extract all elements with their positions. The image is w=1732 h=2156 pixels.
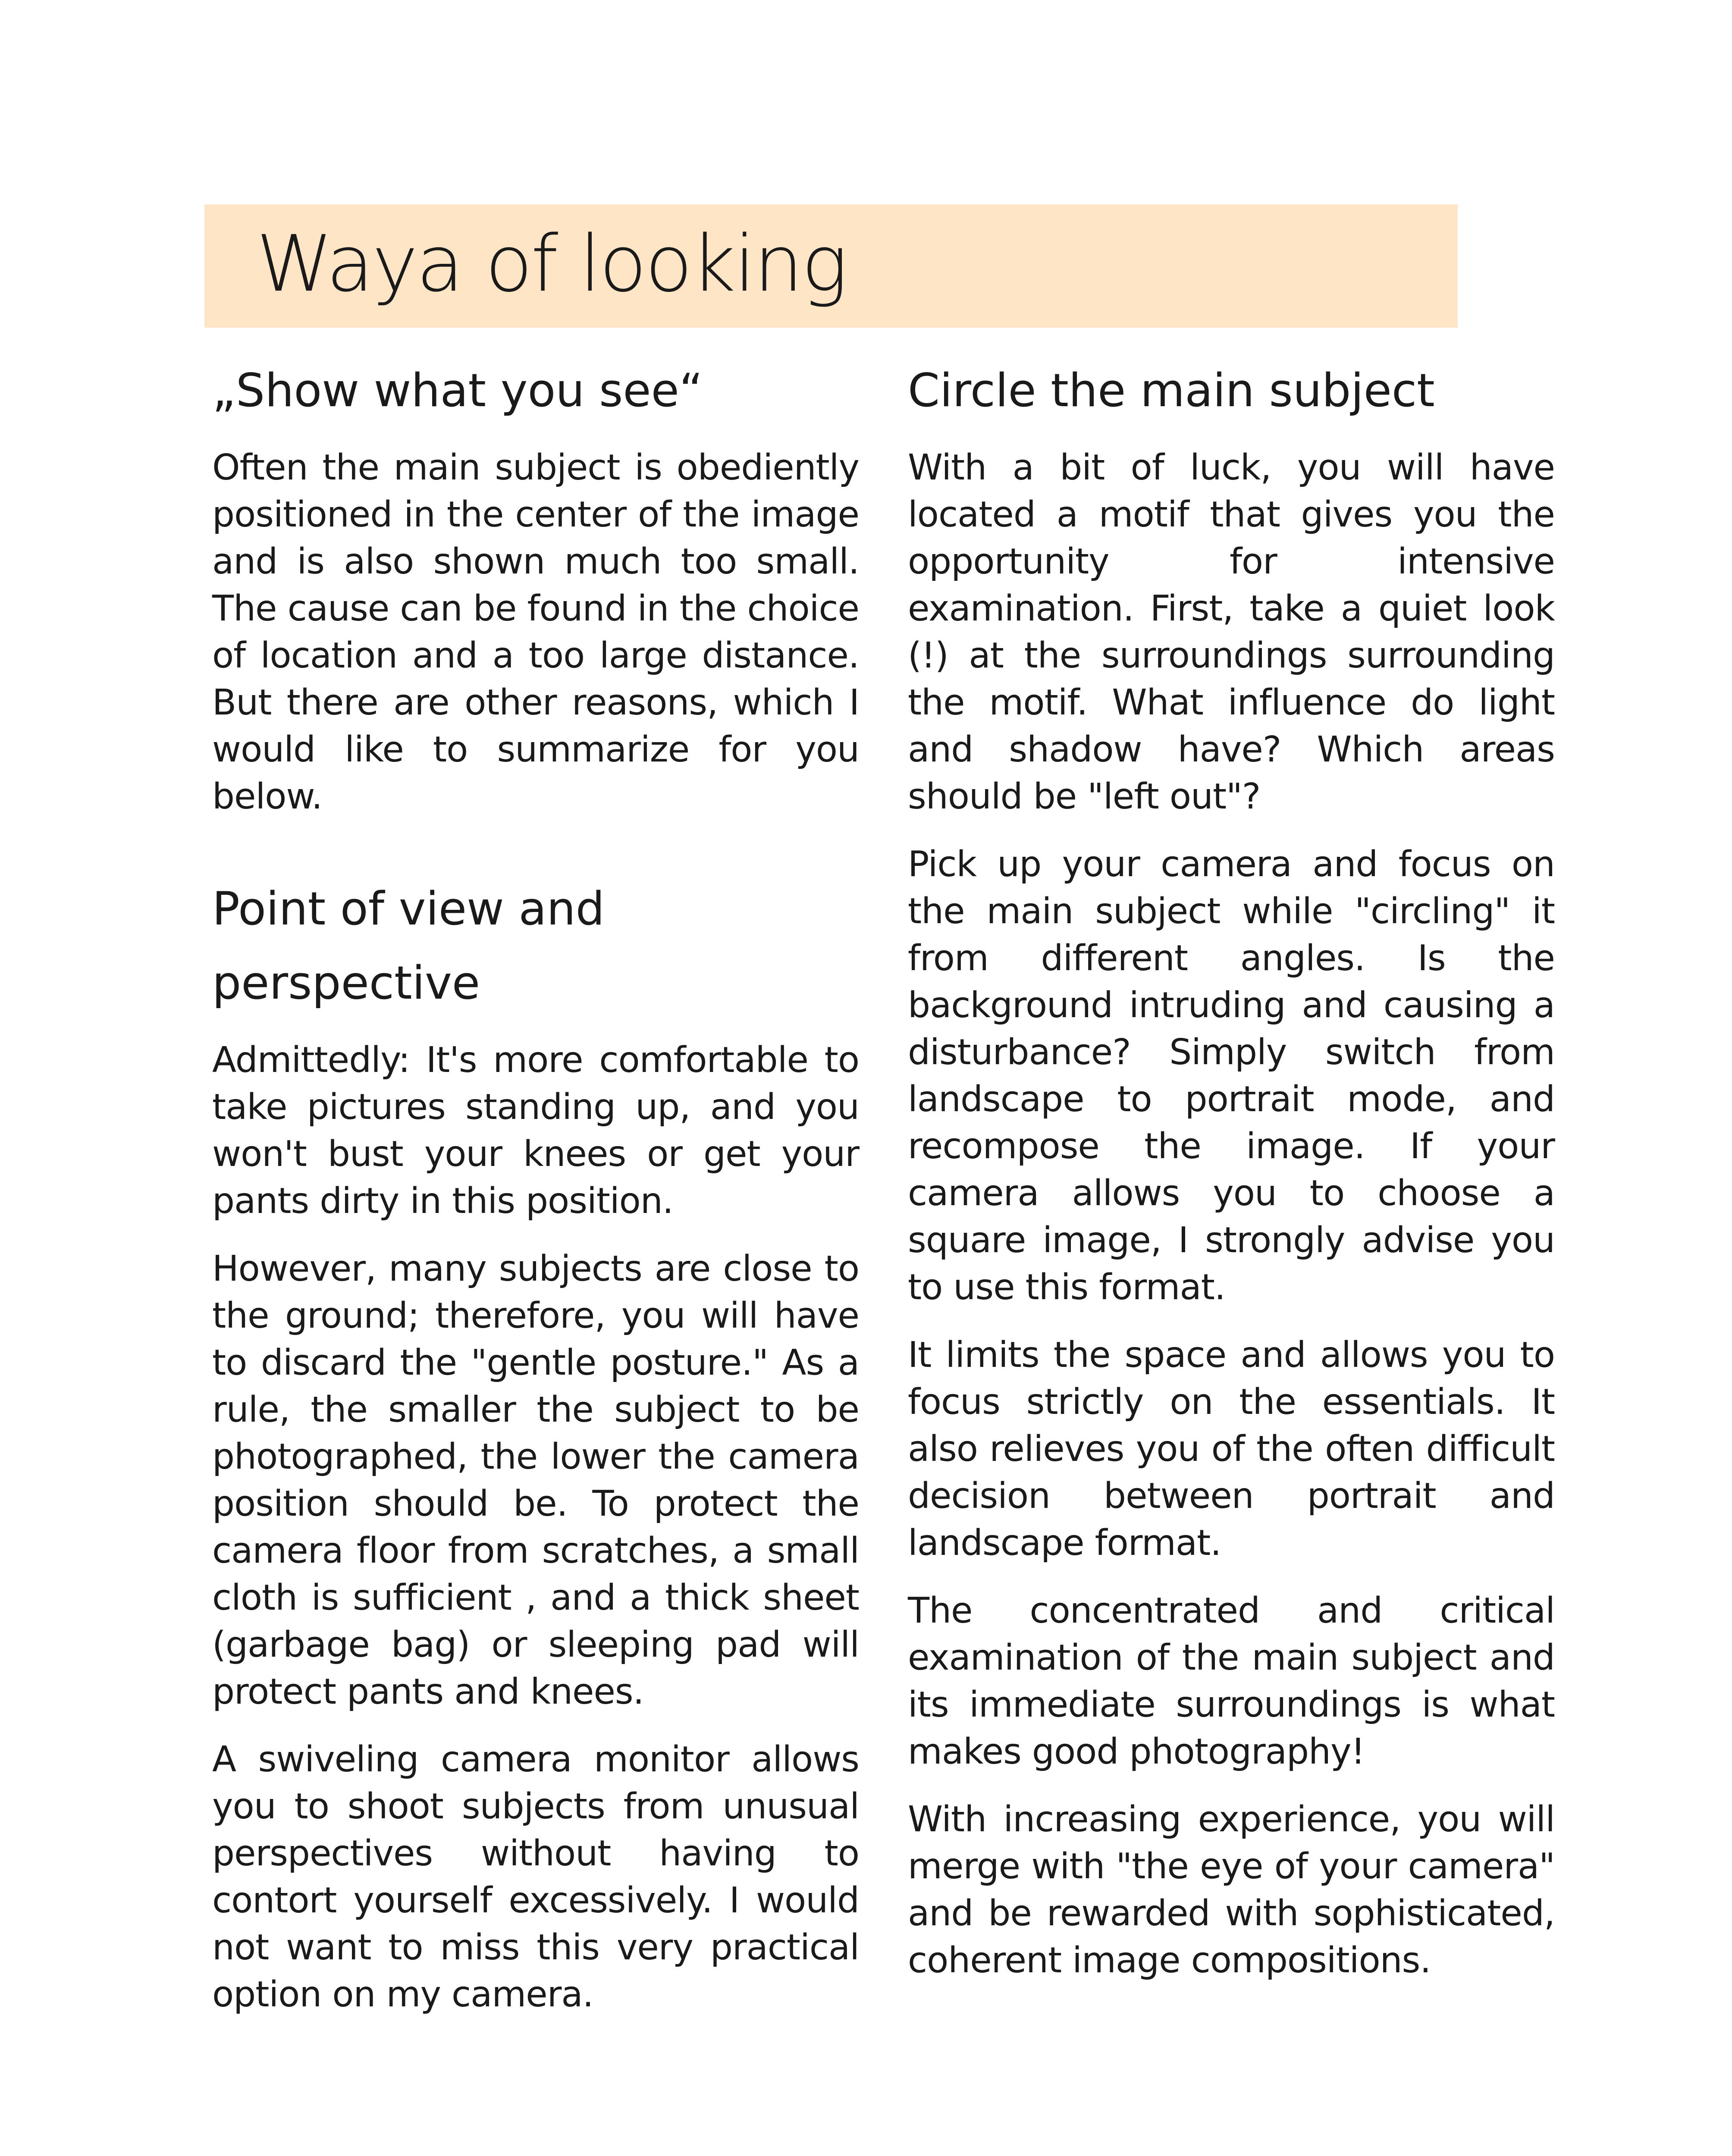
- section-heading-circle-main-subject: Circle the main subject: [908, 364, 1435, 417]
- paragraph: However, many subjects are close to the ground; therefore, you will have to discard the "gentle posture." As a rule, the smaller the subject to be photographed, the lower the camera position should be. To protect the camera floor from scratches, a small cloth is sufficient , and a thick sheet (garbage bag) or sleeping pad will protect pants and knees.: [212, 1248, 859, 1712]
- paragraph: With a bit of luck, you will have located a motif that gives you the opportunity for intensive examination. First, take a quiet look (!) at the surroundings surrounding the motif. What influence do light and shadow have? Which areas should be "left out"?: [908, 447, 1555, 817]
- paragraph: Pick up your camera and focus on the main subject while "circling" it from different angles. Is the background intruding and causing a disturbance? Simply switch from landscape to portrait mode, and recompose the image. If your camera allows you to choose a square image, I strongly advise you to use this format.: [908, 844, 1555, 1308]
- paragraph: A swiveling camera monitor allows you to shoot subjects from unusual perspectives without having to contort yourself excessively. I would not want to miss this very practical option on my camera.: [212, 1739, 859, 2015]
- page-title: Waya of looking: [256, 219, 847, 309]
- section-heading-show-what-you-see: „Show what you see“: [212, 364, 703, 417]
- paragraph: Admittedly: It's more comfortable to take pictures standing up, and you won't bust your knees or get your pants dirty in this position.: [212, 1040, 859, 1222]
- paragraph: With increasing experience, you will merge with "the eye of your camera" and be rewarded with sophisticated, coherent image compositions.: [908, 1799, 1555, 1981]
- title-banner: [204, 204, 1458, 328]
- paragraph: The concentrated and critical examination of the main subject and its immediate surroundings is what makes good photography!: [908, 1590, 1555, 1772]
- paragraph: It limits the space and allows you to focus strictly on the essentials. It also relieves you of the often difficult decision between portrait and landscape format.: [908, 1335, 1555, 1564]
- section-heading-point-of-view: Point of view and perspective: [212, 882, 605, 1009]
- right-column: [908, 354, 1555, 1984]
- paragraph: Often the main subject is obediently positioned in the center of the image and is also shown much too small. The cause can be found in the choice of location and a too large distance. But there are other reasons, which I would like to summarize for you below.: [212, 447, 859, 817]
- left-column: [212, 354, 859, 2018]
